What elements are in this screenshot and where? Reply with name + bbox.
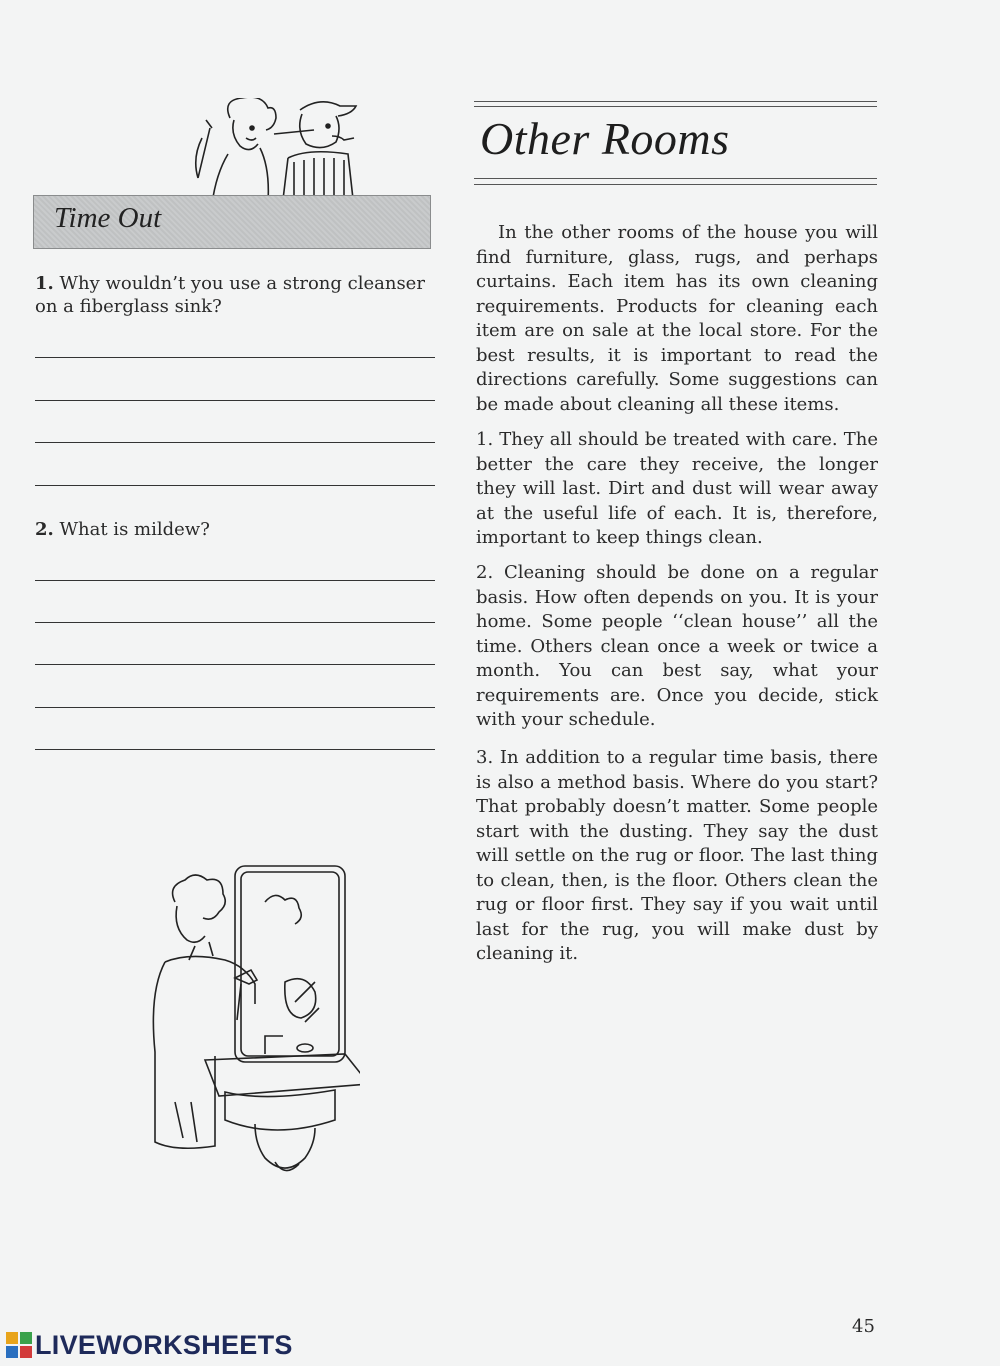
question-1-number: 1. (35, 273, 54, 294)
liveworksheets-footer[interactable] (6, 1330, 293, 1360)
woman-cleaning-mirror-illustration (135, 862, 360, 1202)
title-rule-bottom (474, 184, 877, 185)
answer-line[interactable] (35, 664, 435, 665)
article-paragraph: In the other rooms of the house you will find furniture, glass, rugs, and perhaps curtains. Each item has its own cleaning requirements. Products for cleaning each item are on sale at the local store. For the best results, it is important to read the directions carefully. Some suggestions can be made about cleaning all these items. (476, 222, 878, 415)
title-rule-bottom (474, 178, 877, 179)
question-2-number: 2. (35, 519, 54, 540)
liveworksheets-brand: LIVEWORKSHEETS (35, 1329, 293, 1360)
question-1-text: Why wouldn’t you use a strong cleanser on a fiberglass sink? (35, 273, 425, 317)
answer-line[interactable] (35, 580, 435, 581)
people-brushing-teeth-illustration (190, 98, 390, 208)
answer-line[interactable] (35, 707, 435, 708)
article-paragraph: 2. Cleaning should be done on a regular basis. How often depends on you. It is your home. Some people ‘‘clean house’’ all the time. Others clean once a week or twice a month. You can best say, what your requirements are. Once you decide, stick with your schedule. (476, 562, 878, 730)
liveworksheets-logo-icon (6, 1332, 32, 1358)
page-number: 45 (852, 1316, 875, 1337)
page-title: Other Rooms (480, 113, 730, 164)
time-out-banner (33, 195, 431, 249)
title-rule-top (474, 106, 877, 107)
answer-line[interactable] (35, 622, 435, 623)
answer-line[interactable] (35, 400, 435, 401)
answer-line[interactable] (35, 357, 435, 358)
article-paragraph: 1. They all should be treated with care. The better the care they receive, the longer they will last. Dirt and dust will wear away at the useful life of each. It is, therefore, important to keep things clean. (476, 429, 878, 548)
answer-line[interactable] (35, 442, 435, 443)
question-2 (35, 518, 437, 541)
question-2-text: What is mildew? (59, 519, 210, 540)
article-paragraph: 3. In addition to a regular time basis, there is also a method basis. Where do you start? That probably doesn’t matter. Some people start with the dusting. They say the dust will settle on the rug or floor. The last thing to clean, then, is the floor. Others clean the rug or floor first. They say if you wait until last for the rug, you will make dust by cleaning it. (476, 747, 878, 964)
answer-line[interactable] (35, 749, 435, 750)
question-1 (35, 272, 437, 318)
title-rule-top (474, 101, 877, 102)
time-out-title: Time Out (54, 202, 162, 234)
answer-line[interactable] (35, 485, 435, 486)
